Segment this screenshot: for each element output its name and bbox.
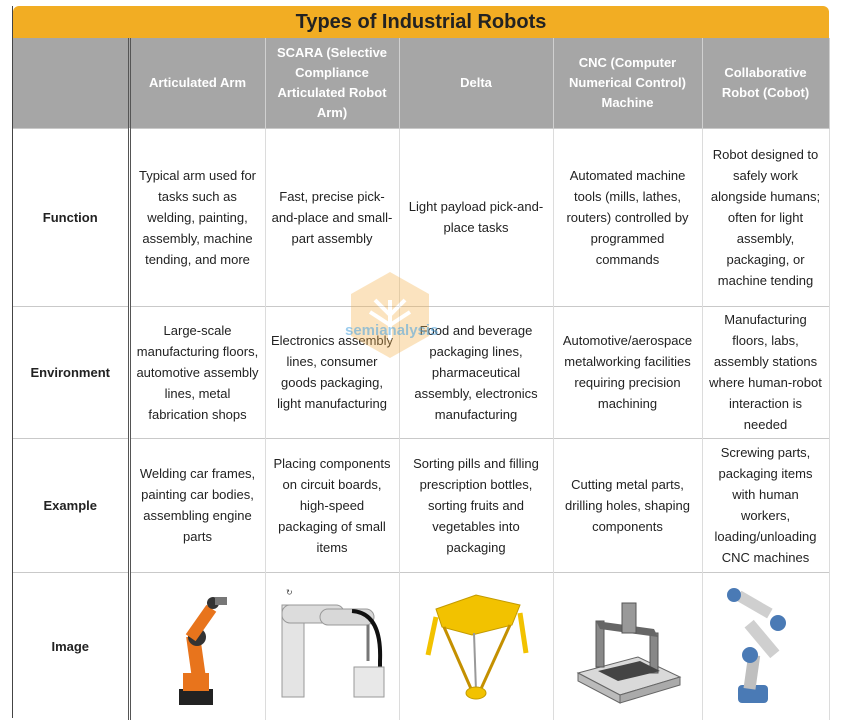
col-header-cobot: Collaborative Robot (Cobot)	[702, 38, 829, 128]
table-row	[13, 572, 829, 720]
cell: Screwing parts, packaging items with human workers, loading/unloading CNC machines	[702, 438, 829, 572]
cell: Welding car frames, painting car bodies, assembling engine parts	[129, 438, 265, 572]
row-label-environment: Environment	[13, 306, 129, 438]
cell: Automotive/aerospace metalworking facilities requiring precision machining	[553, 306, 702, 438]
scara-robot-icon	[272, 581, 392, 711]
delta-robot-image	[399, 572, 553, 720]
corner-cell	[13, 38, 129, 128]
cnc-machine-image	[553, 572, 702, 720]
table-row	[13, 306, 829, 438]
col-header-scara: SCARA (Selective Compliance Articulated Robot Arm)	[265, 38, 399, 128]
robot-types-table-frame	[12, 6, 829, 718]
cnc-machine-icon	[568, 581, 688, 711]
table-row	[13, 128, 829, 306]
articulated-arm-image	[129, 572, 265, 720]
scara-robot-image	[265, 572, 399, 720]
col-header-cnc: CNC (Computer Numerical Control) Machine	[553, 38, 702, 128]
cell: Manufacturing floors, labs, assembly stations where human-robot interaction is needed	[702, 306, 829, 438]
cell: Fast, precise pick-and-place and small-part assembly	[265, 128, 399, 306]
cell: Typical arm used for tasks such as welding, painting, assembly, machine tending, and more	[129, 128, 265, 306]
row-label-function: Function	[13, 128, 129, 306]
cell: Food and beverage packaging lines, pharmaceutical assembly, electronics manufacturing	[399, 306, 553, 438]
cell: Automated machine tools (mills, lathes, routers) controlled by programmed commands	[553, 128, 702, 306]
col-header-articulated: Articulated Arm	[129, 38, 265, 128]
header-row	[13, 38, 829, 128]
col-header-delta: Delta	[399, 38, 553, 128]
watermark-text: semianalysis	[345, 322, 439, 339]
cobot-icon	[716, 581, 816, 711]
cell: Cutting metal parts, drilling holes, shaping components	[553, 438, 702, 572]
delta-robot-icon	[416, 581, 536, 711]
row-label-example: Example	[13, 438, 129, 572]
table-row	[13, 438, 829, 572]
cell: Placing components on circuit boards, high-speed packaging of small items	[265, 438, 399, 572]
svg-text:↻: ↻	[286, 588, 293, 598]
robot-types-table	[13, 38, 830, 720]
cell: Large-scale manufacturing floors, automotive assembly lines, metal fabrication shops	[129, 306, 265, 438]
cobot-image	[702, 572, 829, 720]
cell: Robot designed to safely work alongside humans; often for light assembly, packaging, or machine tending	[702, 128, 829, 306]
row-label-image: Image	[13, 572, 129, 720]
articulated-arm-icon	[153, 581, 243, 711]
table-title: Types of Industrial Robots	[13, 6, 829, 38]
cell: Electronics assembly lines, consumer goods packaging, light manufacturing	[265, 306, 399, 438]
cell: Light payload pick-and-place tasks	[399, 128, 553, 306]
cell: Sorting pills and filling prescription bottles, sorting fruits and vegetables into packaging	[399, 438, 553, 572]
